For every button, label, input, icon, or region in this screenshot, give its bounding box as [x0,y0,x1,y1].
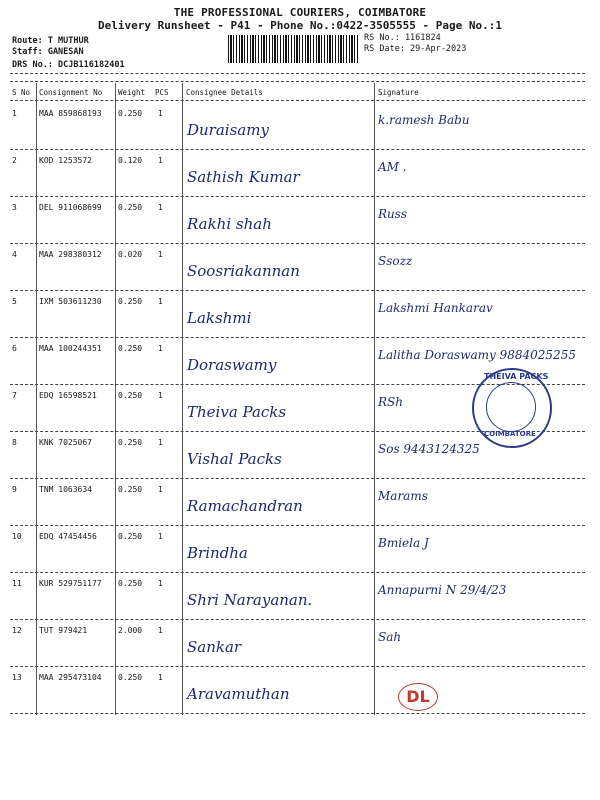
table-row [0,622,600,669]
row-sno: 7 [12,391,17,400]
row-sno: 4 [12,250,17,259]
row-weight: 0.250 [118,438,143,447]
row-consignment-number: TNM 1063634 [39,485,92,494]
table-row [0,528,600,575]
consignee-name: Rakhi shah [187,215,272,233]
staff-label: Staff: GANESAN [12,47,84,57]
row-sno: 1 [12,109,17,118]
row-pcs: 1 [158,438,163,447]
row-sno: 13 [12,673,22,682]
row-pcs: 1 [158,391,163,400]
recipient-signature: Lalitha Doraswamy 9884025255 [378,348,576,362]
row-weight: 0.250 [118,532,143,541]
stamp-text-top: THEIVA PACKS [484,372,549,381]
route-label: Route: T MUTHUR [12,36,89,46]
row-pcs: 1 [158,250,163,259]
table-row [0,669,600,716]
rs-date: RS Date: 29-Apr-2023 [364,44,467,54]
row-pcs: 1 [158,344,163,353]
row-divider [10,713,585,714]
table-row [0,481,600,528]
row-weight: 0.250 [118,297,143,306]
row-weight: 0.250 [118,203,143,212]
recipient-signature: Bmiela J [378,536,429,550]
row-divider [10,619,585,620]
row-weight: 0.250 [118,109,143,118]
rs-number: RS No.: 1161824 [364,33,441,43]
row-weight: 0.120 [118,156,143,165]
row-sno: 9 [12,485,17,494]
divider [10,73,585,74]
consignee-name: Shri Narayanan. [187,591,313,609]
column-header-details: Consignee Details [186,88,263,97]
table-row [0,199,600,246]
row-divider [10,290,585,291]
row-pcs: 1 [158,156,163,165]
column-header-sno: S No [12,88,31,97]
row-sno: 12 [12,626,22,635]
row-consignment-number: MAA 100244351 [39,344,102,353]
consignee-name: Sathish Kumar [187,168,300,186]
recipient-signature: Russ [378,207,408,221]
row-consignment-number: KUR 529751177 [39,579,102,588]
row-consignment-number: IXM 503611230 [39,297,102,306]
row-sno: 10 [12,532,22,541]
row-consignment-number: KNK 7025067 [39,438,92,447]
consignee-name: Sankar [187,638,242,656]
column-header-weight: Weight [118,88,146,97]
row-weight: 0.020 [118,250,143,259]
row-divider [10,478,585,479]
company-title: THE PROFESSIONAL COURIERS, COIMBATORE [173,6,427,19]
row-consignment-number: KOD 1253572 [39,156,92,165]
row-pcs: 1 [158,297,163,306]
row-pcs: 1 [158,485,163,494]
row-pcs: 1 [158,109,163,118]
row-sno: 6 [12,344,17,353]
consignee-name: Theiva Packs [187,403,287,421]
table-row [0,152,600,199]
dl-stamp: DL [398,683,438,711]
divider [10,81,585,82]
consignee-name: Lakshmi [187,309,252,327]
row-pcs: 1 [158,203,163,212]
recipient-signature: AM . [378,160,407,174]
row-consignment-number: TUT 979421 [39,626,88,635]
row-weight: 0.250 [118,579,143,588]
stamp-text-bottom: COIMBATORE [484,430,536,438]
row-pcs: 1 [158,626,163,635]
consignee-name: Duraisamy [187,121,269,139]
recipient-signature: k.ramesh Babu [378,113,470,127]
consignee-name: Vishal Packs [187,450,282,468]
row-consignment-number: MAA 859868193 [39,109,102,118]
table-row [0,293,600,340]
row-sno: 5 [12,297,17,306]
table-row [0,105,600,152]
row-sno: 2 [12,156,17,165]
row-sno: 11 [12,579,22,588]
row-pcs: 1 [158,673,163,682]
row-sno: 3 [12,203,17,212]
consignee-name: Brindha [187,544,248,562]
row-pcs: 1 [158,532,163,541]
column-header-pcs: PCS [155,88,169,97]
recipient-signature: Sos 9443124325 [378,442,480,456]
consignee-name: Doraswamy [187,356,277,374]
row-consignment-number: DEL 911068699 [39,203,102,212]
row-weight: 2.000 [118,626,143,635]
divider [10,100,585,101]
consignee-name: Soosriakannan [187,262,300,280]
column-header-consignment: Consignment No [39,88,103,97]
row-consignment-number: MAA 295473104 [39,673,102,682]
row-sno: 8 [12,438,17,447]
table-row [0,575,600,622]
row-divider [10,149,585,150]
row-divider [10,572,585,573]
consignee-name: Ramachandran [187,497,303,515]
recipient-signature: Ssozz [378,254,413,268]
row-divider [10,196,585,197]
consignee-name: Aravamuthan [187,685,290,703]
row-weight: 0.250 [118,485,143,494]
row-divider [10,337,585,338]
recipient-signature: Lakshmi Hankarav [378,301,493,315]
column-header-signature: Signature [378,88,419,97]
row-divider [10,243,585,244]
drs-number: DRS No.: DCJB116182401 [12,60,125,70]
row-weight: 0.250 [118,344,143,353]
recipient-signature: RSh [378,395,403,409]
row-consignment-number: EDQ 16598521 [39,391,97,400]
row-pcs: 1 [158,579,163,588]
recipient-signature: Sah [378,630,402,644]
row-divider [10,666,585,667]
recipient-signature: Marams [378,489,428,503]
row-consignment-number: MAA 298380312 [39,250,102,259]
row-consignment-number: EDQ 47454456 [39,532,97,541]
table-row [0,246,600,293]
theiva-packs-stamp [472,368,552,448]
recipient-signature: Annapurni N 29/4/23 [378,583,507,597]
barcode [228,35,358,63]
runsheet-subtitle: Delivery Runsheet - P41 - Phone No.:0422-3505555 - Page No.:1 [98,19,502,32]
row-weight: 0.250 [118,391,143,400]
row-weight: 0.250 [118,673,143,682]
row-divider [10,525,585,526]
